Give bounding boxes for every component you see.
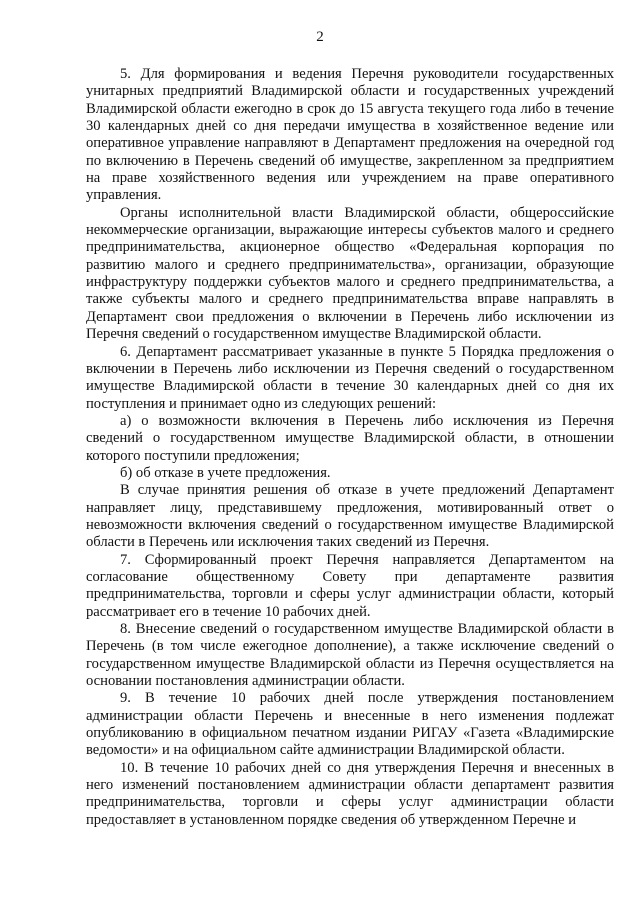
paragraph-10: 10. В течение 10 рабочих дней со дня утверждения Перечня и внесенных в него изменений постановлением администрации области департамент развития предпринимательства, торговли и сферы услуг администрации области предоставляет в установленном порядке сведения об утвержденном Перечне и <box>86 759 614 828</box>
paragraph-6-item-b: б) об отказе в учете предложения. <box>120 464 331 481</box>
paragraph-5: 5. Для формирования и ведения Перечня руководители государственных унитарных предприятий Владимирской области и государственных учреждений Владимирской области ежегодно в срок до 15 августа текущего года либо в течение 30 календарных дней со дня передачи имущества в хозяйственное ведение или оперативное управление направляют в Департамент предложения на очередной год по включению в Перечень сведений об имуществе, закрепленном за предприятием на праве хозяйственного ведения или учреждением на праве оперативного управления. <box>86 66 614 204</box>
document-body <box>86 66 614 829</box>
paragraph-9: 9. В течение 10 рабочих дней после утверждения постановлением администрации области Перечень и внесенные в него изменения подлежат опубликованию в официальном печатном издании РИГАУ «Газета «Владимирские ведомости» и на официальном сайте администрации Владимирской области. <box>86 690 614 759</box>
paragraph-6-item-a: а) о возможности включения в Перечень либо исключения из Перечня сведений о государственном имуществе Владимирской области, в отношении которого поступили предложения; <box>86 412 614 464</box>
paragraph-6-refusal: В случае принятия решения об отказе в учете предложений Департамент направляет лицу, представившему предложения, мотивированный ответ о невозможности включения сведений о государственном имуществе Владимирской области в Перечень или исключения таких сведений из Перечня. <box>86 482 614 551</box>
paragraph-8: 8. Внесение сведений о государственном имуществе Владимирской области в Перечень (в том числе ежегодное дополнение), а также исключение сведений о государственном имуществе Владимирской области из Перечня осуществляется на основании постановления администрации области. <box>86 621 614 690</box>
page-number: 2 <box>316 29 324 45</box>
paragraph-6: 6. Департамент рассматривает указанные в пункте 5 Порядка предложения о включении в Перечень либо исключении из Перечня сведений о государственном имуществе Владимирской области в течение 30 календарных дней со дня их поступления и принимает одно из следующих решений: <box>86 343 614 412</box>
paragraph-5-continued: Органы исполнительной власти Владимирской области, общероссийские некоммерческие организации, выражающие интересы субъектов малого и среднего предпринимательства, акционерное общество «Федеральная корпорация по развитию малого и среднего предпринимательства», организации, образующие инфраструктуру поддержки субъектов малого и среднего предпринимательства, а также субъекты малого и среднего предпринимательства вправе направлять в Департамент свои предложения о включении в Перечень либо исключении из Перечня сведений о государственном имуществе Владимирской области. <box>86 204 614 343</box>
paragraph-7: 7. Сформированный проект Перечня направляется Департаментом на согласование общественному Совету при департаменте развития предпринимательства, торговли и сферы услуг администрации области, который рассматривает его в течение 10 рабочих дней. <box>86 551 614 620</box>
